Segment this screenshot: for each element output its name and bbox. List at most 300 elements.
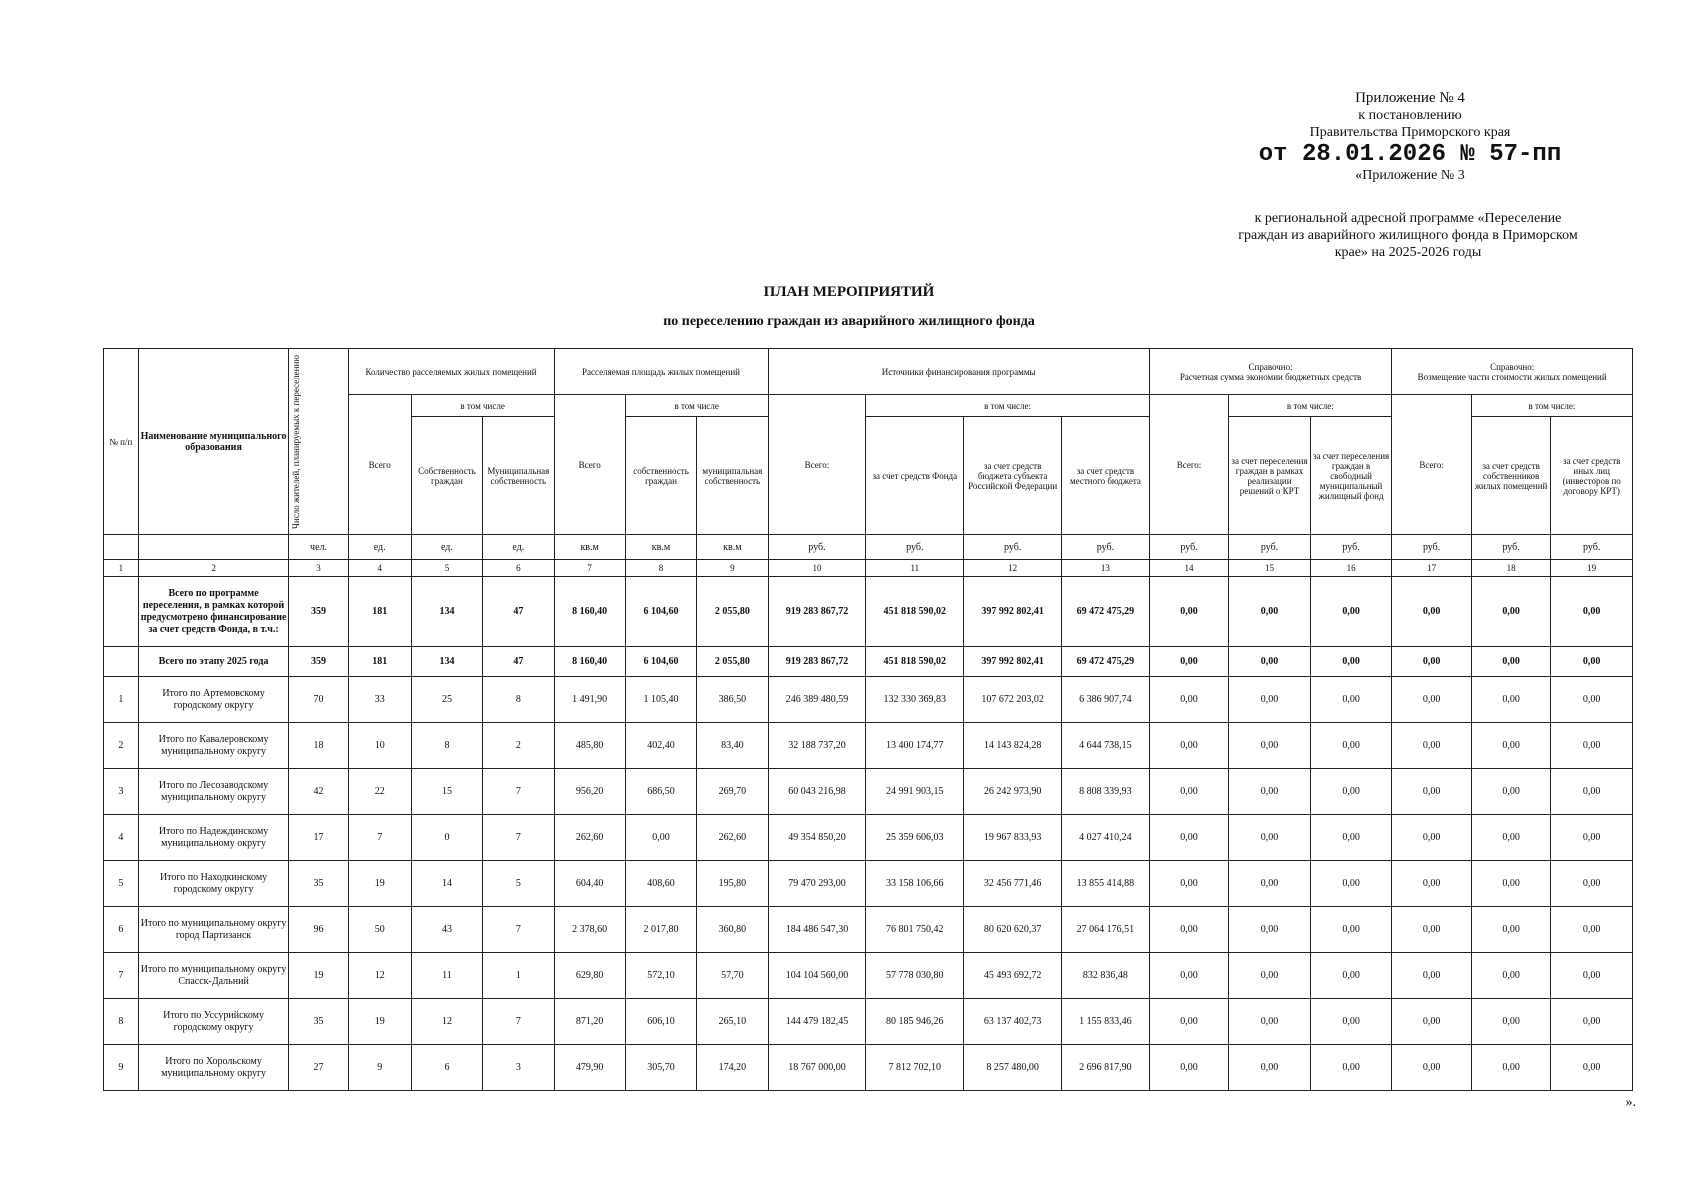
value-cell: 305,70 bbox=[625, 1045, 696, 1091]
value-cell: 0,00 bbox=[1229, 647, 1311, 677]
value-cell: 12 bbox=[411, 999, 482, 1045]
row-number: 6 bbox=[104, 907, 139, 953]
units-row bbox=[104, 535, 1633, 560]
col-header-fin-incl: в том числе: bbox=[866, 395, 1149, 417]
value-cell: 35 bbox=[289, 999, 348, 1045]
table-row bbox=[104, 1045, 1633, 1091]
value-cell: 0,00 bbox=[1471, 677, 1551, 723]
table-row bbox=[104, 815, 1633, 861]
row-number bbox=[104, 647, 139, 677]
value-cell: 107 672 203,02 bbox=[964, 677, 1062, 723]
municipality-name: Итого по Лесозаводскому муниципальному округу bbox=[138, 769, 289, 815]
value-cell: 6 386 907,74 bbox=[1062, 677, 1150, 723]
col-header-investors: за счет средств иных лиц (инвесторов по договору КРТ) bbox=[1551, 417, 1633, 535]
value-cell: 50 bbox=[348, 907, 411, 953]
value-cell: 0,00 bbox=[1392, 953, 1472, 999]
col-header-free-stock: за счет переселения граждан в свободный муниципальный жилищный фонд bbox=[1310, 417, 1392, 535]
col-header-local-budget: за счет средств местного бюджета bbox=[1062, 417, 1150, 535]
value-cell: 47 bbox=[483, 647, 554, 677]
col-header-name: Наименование муниципального образования bbox=[138, 349, 289, 535]
municipality-name: Итого по муниципальному округу город Партизанск bbox=[138, 907, 289, 953]
col-header-economy-group: Справочно: Расчетная сумма экономии бюджетных средств bbox=[1149, 349, 1392, 395]
value-cell: 49 354 850,20 bbox=[768, 815, 866, 861]
unit-cell: руб. bbox=[1149, 535, 1229, 560]
municipality-name: Итого по муниципальному округу Спасск-Дальний bbox=[138, 953, 289, 999]
value-cell: 174,20 bbox=[697, 1045, 768, 1091]
column-number-cell: 5 bbox=[411, 560, 482, 577]
value-cell: 57 778 030,80 bbox=[866, 953, 964, 999]
value-cell: 0,00 bbox=[1551, 647, 1633, 677]
value-cell: 919 283 867,72 bbox=[768, 647, 866, 677]
table-row bbox=[104, 907, 1633, 953]
col-header-comp-incl: в том числе: bbox=[1471, 395, 1632, 417]
column-number-cell: 10 bbox=[768, 560, 866, 577]
value-cell: 1 155 833,46 bbox=[1062, 999, 1150, 1045]
value-cell: 686,50 bbox=[625, 769, 696, 815]
program-line-1: к региональной адресной программе «Переселение bbox=[1254, 211, 1562, 226]
municipality-name: Итого по Находкинскому городскому округу bbox=[138, 861, 289, 907]
value-cell: 359 bbox=[289, 647, 348, 677]
value-cell: 0,00 bbox=[1149, 907, 1229, 953]
row-number: 4 bbox=[104, 815, 139, 861]
value-cell: 96 bbox=[289, 907, 348, 953]
value-cell: 4 644 738,15 bbox=[1062, 723, 1150, 769]
municipality-name: Итого по Артемовскому городскому округу bbox=[138, 677, 289, 723]
value-cell: 76 801 750,42 bbox=[866, 907, 964, 953]
value-cell: 1 491,90 bbox=[554, 677, 625, 723]
value-cell: 0,00 bbox=[1551, 953, 1633, 999]
value-cell: 2 055,80 bbox=[697, 647, 768, 677]
value-cell: 7 bbox=[483, 907, 554, 953]
municipality-name: Итого по Надеждинскому муниципальному округу bbox=[138, 815, 289, 861]
unit-cell: руб. bbox=[768, 535, 866, 560]
value-cell: 269,70 bbox=[697, 769, 768, 815]
value-cell: 0,00 bbox=[625, 815, 696, 861]
col-header-fin-total: Всего: bbox=[768, 395, 866, 535]
value-cell: 485,80 bbox=[554, 723, 625, 769]
value-cell: 32 188 737,20 bbox=[768, 723, 866, 769]
col-header-area-own: собственность граждан bbox=[625, 417, 696, 535]
col-header-econ-total: Всего: bbox=[1149, 395, 1229, 535]
value-cell: 0,00 bbox=[1149, 723, 1229, 769]
value-cell: 402,40 bbox=[625, 723, 696, 769]
value-cell: 144 479 182,45 bbox=[768, 999, 866, 1045]
col-header-num: № п/п bbox=[104, 349, 139, 535]
col-header-area-group: Расселяемая площадь жилых помещений bbox=[554, 349, 768, 395]
value-cell: 451 818 590,02 bbox=[866, 647, 964, 677]
value-cell: 0,00 bbox=[1471, 953, 1551, 999]
value-cell: 0,00 bbox=[1310, 999, 1392, 1045]
value-cell: 69 472 475,29 bbox=[1062, 647, 1150, 677]
value-cell: 7 812 702,10 bbox=[866, 1045, 964, 1091]
table-row bbox=[104, 769, 1633, 815]
column-number-cell: 17 bbox=[1392, 560, 1472, 577]
col-header-fund: за счет средств Фонда bbox=[866, 417, 964, 535]
row-number: 2 bbox=[104, 723, 139, 769]
value-cell: 10 bbox=[348, 723, 411, 769]
value-cell: 104 104 560,00 bbox=[768, 953, 866, 999]
column-number-cell: 9 bbox=[697, 560, 768, 577]
value-cell: 0,00 bbox=[1229, 861, 1311, 907]
document-header bbox=[1200, 90, 1620, 184]
value-cell: 181 bbox=[348, 577, 411, 647]
value-cell: 0,00 bbox=[1551, 677, 1633, 723]
value-cell: 14 bbox=[411, 861, 482, 907]
row-number: 7 bbox=[104, 953, 139, 999]
unit-cell: кв.м bbox=[625, 535, 696, 560]
column-number-cell: 2 bbox=[138, 560, 289, 577]
col-header-compensation-group: Справочно: Возмещение части стоимости жилых помещений bbox=[1392, 349, 1633, 395]
column-numbers-row bbox=[104, 560, 1633, 577]
col-header-residents bbox=[289, 349, 348, 535]
value-cell: 45 493 692,72 bbox=[964, 953, 1062, 999]
total-row bbox=[104, 647, 1633, 677]
value-cell: 0,00 bbox=[1392, 647, 1472, 677]
value-cell: 0,00 bbox=[1471, 815, 1551, 861]
value-cell: 0,00 bbox=[1551, 861, 1633, 907]
col-header-rooms-incl: в том числе bbox=[411, 395, 554, 417]
value-cell: 0,00 bbox=[1310, 577, 1392, 647]
column-number-cell: 4 bbox=[348, 560, 411, 577]
col-header-rooms-own: Собственность граждан bbox=[411, 417, 482, 535]
col-header-rooms-municipal: Муниципальная собственность bbox=[483, 417, 554, 535]
value-cell: 262,60 bbox=[554, 815, 625, 861]
column-number-cell: 6 bbox=[483, 560, 554, 577]
table-row bbox=[104, 861, 1633, 907]
value-cell: 0,00 bbox=[1229, 677, 1311, 723]
value-cell: 24 991 903,15 bbox=[866, 769, 964, 815]
value-cell: 42 bbox=[289, 769, 348, 815]
value-cell: 19 bbox=[348, 999, 411, 1045]
value-cell: 397 992 802,41 bbox=[964, 577, 1062, 647]
value-cell: 14 143 824,28 bbox=[964, 723, 1062, 769]
column-number-cell: 8 bbox=[625, 560, 696, 577]
plan-table-body bbox=[104, 577, 1633, 1091]
value-cell: 26 242 973,90 bbox=[964, 769, 1062, 815]
value-cell: 6 104,60 bbox=[625, 577, 696, 647]
value-cell: 7 bbox=[483, 999, 554, 1045]
value-cell: 0,00 bbox=[1471, 647, 1551, 677]
unit-cell: чел. bbox=[289, 535, 348, 560]
value-cell: 956,20 bbox=[554, 769, 625, 815]
value-cell: 79 470 293,00 bbox=[768, 861, 866, 907]
value-cell: 60 043 216,98 bbox=[768, 769, 866, 815]
plan-title: ПЛАН МЕРОПРИЯТИЙ bbox=[763, 284, 935, 300]
unit-cell: руб. bbox=[1062, 535, 1150, 560]
value-cell: 0,00 bbox=[1392, 1045, 1472, 1091]
value-cell: 0,00 bbox=[1149, 577, 1229, 647]
unit-cell: руб. bbox=[1471, 535, 1551, 560]
column-number-cell: 15 bbox=[1229, 560, 1311, 577]
value-cell: 32 456 771,46 bbox=[964, 861, 1062, 907]
value-cell: 0,00 bbox=[1229, 769, 1311, 815]
unit-cell: кв.м bbox=[697, 535, 768, 560]
value-cell: 397 992 802,41 bbox=[964, 647, 1062, 677]
value-cell: 6 bbox=[411, 1045, 482, 1091]
value-cell: 0,00 bbox=[1551, 577, 1633, 647]
column-number-cell: 16 bbox=[1310, 560, 1392, 577]
value-cell: 408,60 bbox=[625, 861, 696, 907]
unit-cell: руб. bbox=[866, 535, 964, 560]
value-cell: 0,00 bbox=[1471, 1045, 1551, 1091]
value-cell: 80 620 620,37 bbox=[964, 907, 1062, 953]
units-empty-cell bbox=[138, 535, 289, 560]
row-number bbox=[104, 577, 139, 647]
municipality-name: Итого по Кавалеровскому муниципальному округу bbox=[138, 723, 289, 769]
value-cell: 47 bbox=[483, 577, 554, 647]
table-row bbox=[104, 723, 1633, 769]
value-cell: 0,00 bbox=[1229, 1045, 1311, 1091]
unit-cell: ед. bbox=[483, 535, 554, 560]
value-cell: 57,70 bbox=[697, 953, 768, 999]
to-resolution: к постановлению bbox=[1358, 108, 1462, 123]
closing-quote: ». bbox=[1625, 1095, 1636, 1110]
program-reference bbox=[1188, 210, 1628, 261]
column-number-cell: 13 bbox=[1062, 560, 1150, 577]
col-header-residents-text: Число жителей, планируемых к переселению bbox=[291, 354, 302, 529]
value-cell: 80 185 946,26 bbox=[866, 999, 964, 1045]
municipality-name: Всего по этапу 2025 года bbox=[138, 647, 289, 677]
value-cell: 0,00 bbox=[1229, 999, 1311, 1045]
value-cell: 0,00 bbox=[1310, 723, 1392, 769]
value-cell: 0,00 bbox=[1392, 577, 1472, 647]
column-number-cell: 18 bbox=[1471, 560, 1551, 577]
value-cell: 18 bbox=[289, 723, 348, 769]
value-cell: 0,00 bbox=[1392, 723, 1472, 769]
value-cell: 479,90 bbox=[554, 1045, 625, 1091]
value-cell: 0,00 bbox=[1149, 953, 1229, 999]
value-cell: 22 bbox=[348, 769, 411, 815]
units-empty-cell bbox=[104, 535, 139, 560]
value-cell: 0,00 bbox=[1149, 1045, 1229, 1091]
value-cell: 0,00 bbox=[1392, 677, 1472, 723]
resolution-date-number: от 28.01.2026 № 57-пп bbox=[1258, 141, 1562, 168]
value-cell: 572,10 bbox=[625, 953, 696, 999]
plan-table bbox=[103, 348, 1633, 1091]
value-cell: 386,50 bbox=[697, 677, 768, 723]
value-cell: 132 330 369,83 bbox=[866, 677, 964, 723]
value-cell: 0,00 bbox=[1229, 907, 1311, 953]
value-cell: 2 bbox=[483, 723, 554, 769]
value-cell: 0,00 bbox=[1229, 723, 1311, 769]
municipality-name: Итого по Уссурийскому городскому округу bbox=[138, 999, 289, 1045]
value-cell: 33 bbox=[348, 677, 411, 723]
value-cell: 0,00 bbox=[1149, 815, 1229, 861]
value-cell: 18 767 000,00 bbox=[768, 1045, 866, 1091]
value-cell: 0,00 bbox=[1471, 577, 1551, 647]
column-number-cell: 14 bbox=[1149, 560, 1229, 577]
unit-cell: руб. bbox=[1229, 535, 1311, 560]
value-cell: 0,00 bbox=[1310, 907, 1392, 953]
value-cell: 0,00 bbox=[1551, 999, 1633, 1045]
value-cell: 0,00 bbox=[1229, 953, 1311, 999]
row-number: 5 bbox=[104, 861, 139, 907]
value-cell: 69 472 475,29 bbox=[1062, 577, 1150, 647]
value-cell: 604,40 bbox=[554, 861, 625, 907]
value-cell: 265,10 bbox=[697, 999, 768, 1045]
value-cell: 83,40 bbox=[697, 723, 768, 769]
value-cell: 0,00 bbox=[1551, 907, 1633, 953]
value-cell: 8 bbox=[411, 723, 482, 769]
value-cell: 0,00 bbox=[1392, 861, 1472, 907]
value-cell: 195,80 bbox=[697, 861, 768, 907]
unit-cell: руб. bbox=[964, 535, 1062, 560]
unit-cell: ед. bbox=[348, 535, 411, 560]
value-cell: 0,00 bbox=[1310, 861, 1392, 907]
value-cell: 0,00 bbox=[1551, 723, 1633, 769]
value-cell: 4 027 410,24 bbox=[1062, 815, 1150, 861]
value-cell: 0,00 bbox=[1551, 1045, 1633, 1091]
value-cell: 871,20 bbox=[554, 999, 625, 1045]
value-cell: 11 bbox=[411, 953, 482, 999]
col-header-financing-group: Источники финансирования программы bbox=[768, 349, 1149, 395]
value-cell: 0,00 bbox=[1392, 999, 1472, 1045]
value-cell: 629,80 bbox=[554, 953, 625, 999]
value-cell: 19 bbox=[289, 953, 348, 999]
value-cell: 1 105,40 bbox=[625, 677, 696, 723]
value-cell: 181 bbox=[348, 647, 411, 677]
row-number: 3 bbox=[104, 769, 139, 815]
municipality-name: Всего по программе переселения, в рамках которой предусмотрено финансирование за счет средств Фонда, в т.ч.: bbox=[138, 577, 289, 647]
value-cell: 8 160,40 bbox=[554, 577, 625, 647]
col-header-area-municipal: муниципальная собственность bbox=[697, 417, 768, 535]
value-cell: 0 bbox=[411, 815, 482, 861]
value-cell: 7 bbox=[348, 815, 411, 861]
value-cell: 13 400 174,77 bbox=[866, 723, 964, 769]
col-header-rooms-group: Количество расселяемых жилых помещений bbox=[348, 349, 554, 395]
column-number-cell: 1 bbox=[104, 560, 139, 577]
program-line-3: крае» на 2025-2026 годы bbox=[1334, 245, 1482, 260]
value-cell: 0,00 bbox=[1392, 815, 1472, 861]
col-header-owners: за счет средств собственников жилых помещений bbox=[1471, 417, 1551, 535]
unit-cell: руб. bbox=[1392, 535, 1472, 560]
previous-appendix: «Приложение № 3 bbox=[1355, 168, 1465, 183]
value-cell: 0,00 bbox=[1392, 907, 1472, 953]
value-cell: 5 bbox=[483, 861, 554, 907]
value-cell: 13 855 414,88 bbox=[1062, 861, 1150, 907]
value-cell: 0,00 bbox=[1392, 769, 1472, 815]
plan-subtitle: по переселению граждан из аварийного жилищного фонда bbox=[663, 314, 1035, 329]
value-cell: 0,00 bbox=[1471, 907, 1551, 953]
value-cell: 0,00 bbox=[1310, 1045, 1392, 1091]
value-cell: 7 bbox=[483, 815, 554, 861]
value-cell: 8 bbox=[483, 677, 554, 723]
value-cell: 832 836,48 bbox=[1062, 953, 1150, 999]
municipality-name: Итого по Хорольскому муниципальному округу bbox=[138, 1045, 289, 1091]
value-cell: 606,10 bbox=[625, 999, 696, 1045]
value-cell: 35 bbox=[289, 861, 348, 907]
value-cell: 43 bbox=[411, 907, 482, 953]
value-cell: 2 696 817,90 bbox=[1062, 1045, 1150, 1091]
table-row bbox=[104, 953, 1633, 999]
value-cell: 451 818 590,02 bbox=[866, 577, 964, 647]
value-cell: 0,00 bbox=[1471, 769, 1551, 815]
column-number-cell: 11 bbox=[866, 560, 964, 577]
value-cell: 0,00 bbox=[1149, 677, 1229, 723]
value-cell: 1 bbox=[483, 953, 554, 999]
value-cell: 0,00 bbox=[1229, 815, 1311, 861]
value-cell: 8 808 339,93 bbox=[1062, 769, 1150, 815]
value-cell: 27 064 176,51 bbox=[1062, 907, 1150, 953]
value-cell: 17 bbox=[289, 815, 348, 861]
value-cell: 0,00 bbox=[1149, 999, 1229, 1045]
value-cell: 63 137 402,73 bbox=[964, 999, 1062, 1045]
col-header-comp-total: Всего: bbox=[1392, 395, 1472, 535]
col-header-rooms-total: Всего bbox=[348, 395, 411, 535]
program-line-2: граждан из аварийного жилищного фонда в Приморском bbox=[1238, 228, 1578, 243]
value-cell: 25 bbox=[411, 677, 482, 723]
col-header-econ-incl: в том числе: bbox=[1229, 395, 1392, 417]
unit-cell: ед. bbox=[411, 535, 482, 560]
value-cell: 0,00 bbox=[1551, 769, 1633, 815]
value-cell: 134 bbox=[411, 577, 482, 647]
col-header-area-total: Всего bbox=[554, 395, 625, 535]
value-cell: 6 104,60 bbox=[625, 647, 696, 677]
value-cell: 2 017,80 bbox=[625, 907, 696, 953]
col-header-area-incl: в том числе bbox=[625, 395, 768, 417]
value-cell: 19 bbox=[348, 861, 411, 907]
value-cell: 0,00 bbox=[1149, 647, 1229, 677]
row-number: 1 bbox=[104, 677, 139, 723]
government-name: Правительства Приморского края bbox=[1309, 125, 1511, 140]
value-cell: 919 283 867,72 bbox=[768, 577, 866, 647]
value-cell: 33 158 106,66 bbox=[866, 861, 964, 907]
value-cell: 8 160,40 bbox=[554, 647, 625, 677]
value-cell: 0,00 bbox=[1551, 815, 1633, 861]
unit-cell: руб. bbox=[1551, 535, 1633, 560]
value-cell: 8 257 480,00 bbox=[964, 1045, 1062, 1091]
column-number-cell: 19 bbox=[1551, 560, 1633, 577]
value-cell: 0,00 bbox=[1149, 861, 1229, 907]
column-number-cell: 12 bbox=[964, 560, 1062, 577]
value-cell: 0,00 bbox=[1149, 769, 1229, 815]
value-cell: 359 bbox=[289, 577, 348, 647]
table-row bbox=[104, 677, 1633, 723]
value-cell: 19 967 833,93 bbox=[964, 815, 1062, 861]
value-cell: 9 bbox=[348, 1045, 411, 1091]
value-cell: 360,80 bbox=[697, 907, 768, 953]
value-cell: 0,00 bbox=[1310, 769, 1392, 815]
value-cell: 70 bbox=[289, 677, 348, 723]
value-cell: 0,00 bbox=[1229, 577, 1311, 647]
value-cell: 0,00 bbox=[1471, 999, 1551, 1045]
unit-cell: руб. bbox=[1310, 535, 1392, 560]
row-number: 9 bbox=[104, 1045, 139, 1091]
value-cell: 7 bbox=[483, 769, 554, 815]
column-number-cell: 7 bbox=[554, 560, 625, 577]
unit-cell: кв.м bbox=[554, 535, 625, 560]
total-row bbox=[104, 577, 1633, 647]
column-number-cell: 3 bbox=[289, 560, 348, 577]
table-row bbox=[104, 999, 1633, 1045]
value-cell: 0,00 bbox=[1310, 647, 1392, 677]
value-cell: 134 bbox=[411, 647, 482, 677]
col-header-subject-budget: за счет средств бюджета субъекта Российской Федерации bbox=[964, 417, 1062, 535]
value-cell: 0,00 bbox=[1310, 677, 1392, 723]
appendix-number: Приложение № 4 bbox=[1355, 90, 1465, 106]
value-cell: 0,00 bbox=[1310, 815, 1392, 861]
value-cell: 2 055,80 bbox=[697, 577, 768, 647]
value-cell: 2 378,60 bbox=[554, 907, 625, 953]
value-cell: 262,60 bbox=[697, 815, 768, 861]
value-cell: 0,00 bbox=[1310, 953, 1392, 999]
value-cell: 12 bbox=[348, 953, 411, 999]
row-number: 8 bbox=[104, 999, 139, 1045]
value-cell: 27 bbox=[289, 1045, 348, 1091]
value-cell: 25 359 606,03 bbox=[866, 815, 964, 861]
value-cell: 0,00 bbox=[1471, 861, 1551, 907]
value-cell: 246 389 480,59 bbox=[768, 677, 866, 723]
